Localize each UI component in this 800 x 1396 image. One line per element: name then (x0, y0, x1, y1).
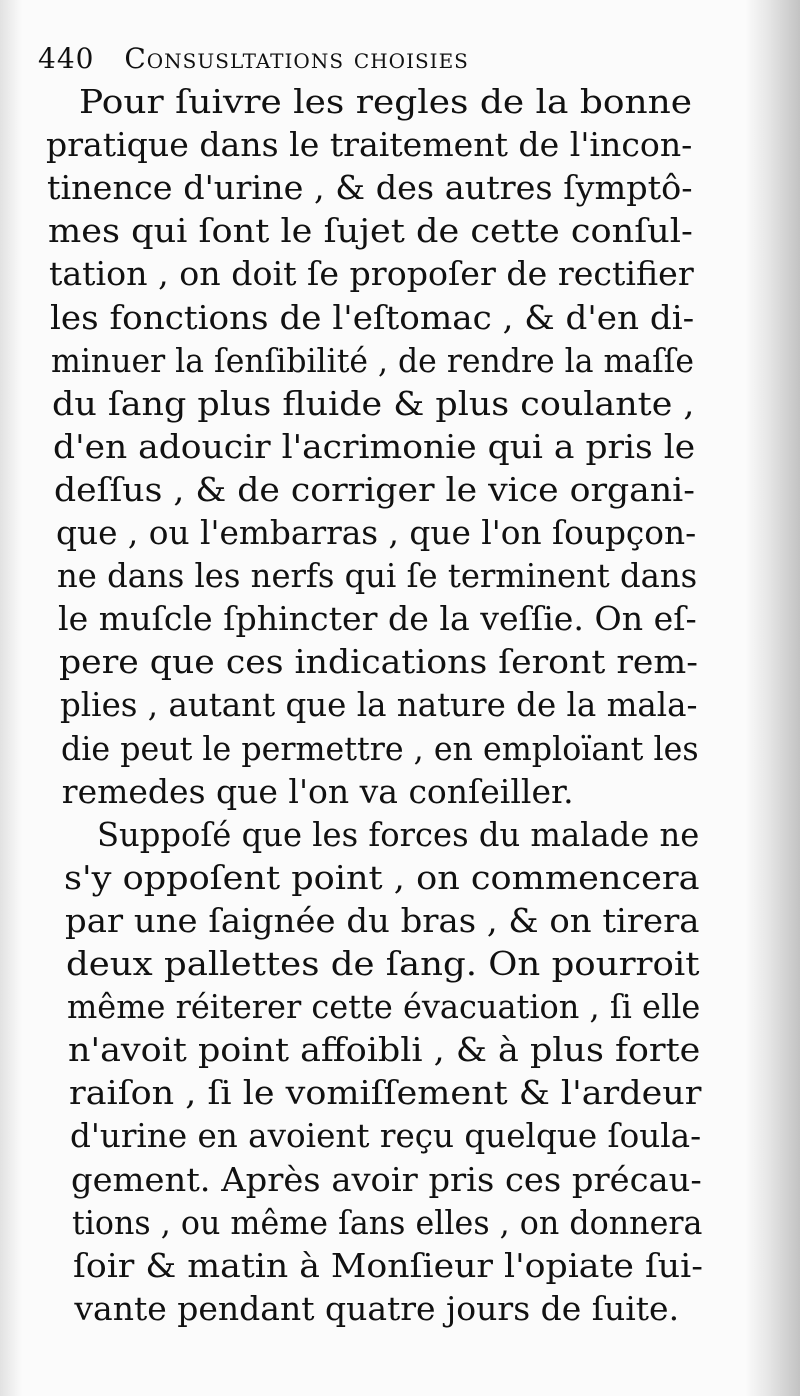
text-line: pere que ces indications ſeront rem- (58, 642, 698, 682)
text-line: minuer la ſenſibilité , de rendre la maſſe (51, 340, 695, 380)
text-line: d'urine en avoient reçu quelque ſoula- (70, 1116, 702, 1156)
text-line: les fonctions de l'eſtomac , & d'en di- (50, 297, 695, 337)
text-line: ne dans les nerfs qui ſe terminent dans (56, 556, 697, 596)
text-line: pratique dans le traitement de l'incon- (46, 125, 693, 165)
text-line: d'en adoucir l'acrimonie qui a pris le (53, 426, 696, 466)
text-line: s'y oppoſent point , on commencera (63, 857, 700, 897)
text-line: Pour ſuivre les regles de la bonne (79, 82, 693, 121)
text-line: par une ſaignée du bras , & on tirera (64, 900, 700, 940)
text-line: tation , on doit ſe propoſer de rectifier (49, 254, 694, 294)
text-line: die peut le permettre , en emploïant les (60, 728, 699, 768)
text-line: deux pallettes de ſang. On pourroit (66, 944, 700, 983)
text-line: tinence d'urine , & des autres ſymptô- (47, 168, 693, 208)
text-line: que , ou l'embarras , que l'on ſoupçon- (55, 513, 696, 552)
text-line: du ſang plus fluide & plus coulante , (52, 383, 695, 423)
running-title: Consusltations choisies (124, 42, 469, 75)
text-line: gement. Après avoir pris ces précau- (71, 1159, 702, 1199)
text-line: ſoir & matin à Monſieur l'opiate ſui- (73, 1245, 704, 1285)
text-line: le muſcle ſphincter de la veſſie. On eſ- (57, 599, 697, 639)
page-number: 440 (38, 42, 95, 75)
text-line: vante pendant quatre jours de ſuite. (74, 1288, 680, 1328)
running-header (38, 42, 469, 75)
text-line: deſſus , & de corriger le vice organi- (54, 469, 696, 509)
page-right-shadow (745, 0, 800, 1396)
text-line: Suppoſé que les forces du malade ne (96, 814, 700, 854)
text-line: tions , ou même ſans elles , on donnera (72, 1202, 703, 1242)
text-line: plies , autant que la nature de la mala- (59, 685, 698, 725)
page-left-shadow (0, 0, 22, 1396)
text-line: remedes que l'on va conſeiller. (61, 771, 574, 811)
text-line: mes qui ſont le ſujet de cette conſul- (48, 211, 693, 251)
text-line: raiſon , ſi le vomiſſement & l'ardeur (69, 1073, 702, 1113)
text-line: n'avoit point affoibli , & à plus forte (68, 1030, 701, 1070)
text-line: même réiterer cette évacuation , ſi elle (67, 987, 701, 1027)
